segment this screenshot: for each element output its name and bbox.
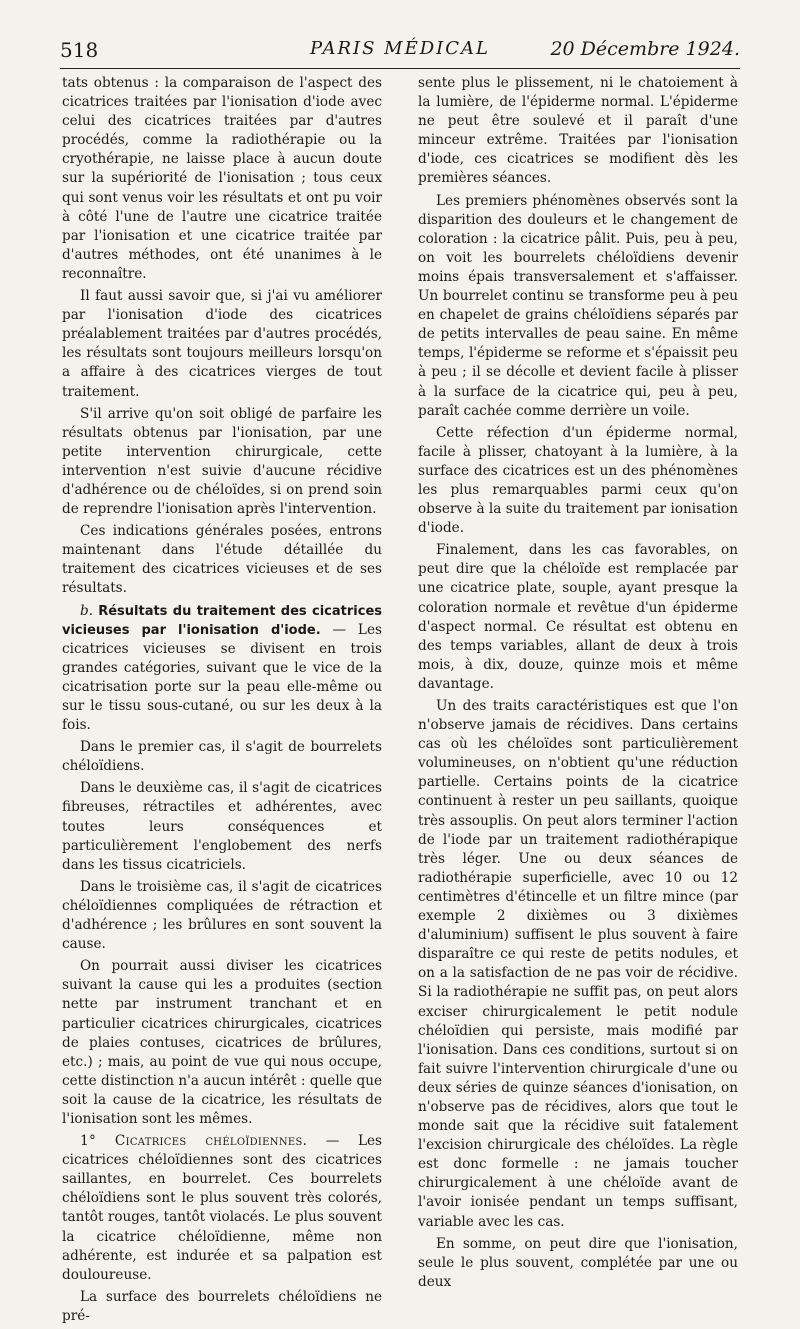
paragraph: Ces indications générales posées, entrons maintenant dans l'étude détaillée du traitement des cicatrices vicieuses et de ses résultats.: [62, 523, 382, 597]
paragraph: Cette réfection d'un épiderme normal, facile à plisser, chatoyant à la lumière, à la surface des cicatrices est un des phénomènes les plus remarquables parmi ceux qu'on observe à la suite du traitement par ionisation d'iode.: [418, 424, 738, 537]
issue-date: 20 Décembre 1924.: [550, 38, 740, 60]
paragraph-text: — Les cicatrices chéloïdiennes sont des cicatrices saillantes, en bourrelet. Ces bourrelets chéloïdiens sont le plus souvent très colorés, tantôt rouges, tantôt violacés. Le plus souvent la cicatrice chéloïdienne, même non adhérente, est indurée et sa palpation est douloureuse.: [62, 1133, 382, 1283]
paragraph: sente plus le plissement, ni le chatoiement à la lumière, de l'épiderme normal. L'épiderme ne peut être soulevé et il paraît d'une minceur extrême. Traitées par l'ionisation d'iode, ces cicatrices se modifient dès les premières séances.: [418, 75, 738, 187]
paragraph: Les premiers phénomènes observés sont la disparition des douleurs et le changement de coloration : la cicatrice pâlit. Puis, peu à peu, on voit les bourrelets chéloïdiens devenir moins épais transversalement et s'affaisser. Un bourrelet continu se transforme peu à peu en chapelet de grains chéloïdiens séparés par de petits intervalles de peau saine. En même temps, l'épiderme se reforme et s'épaissit peu à peu ; il se décolle et devient facile à plisser à la surface de la cicatrice qui, peu à peu, paraît cachée comme derrière un voile.: [418, 192, 738, 419]
section-heading: Résultats du traitement des cicatrices vicieuses par l'ionisation d'iode.: [62, 603, 382, 638]
paragraph-text: — Les cicatrices vicieuses se divisent en trois grandes catégories, suivant que le vice de la cicatrisation porte sur la peau elle-même ou sur le tissu sous-cutané, ou sur les deux à la fois.: [62, 621, 382, 734]
right-column: [418, 74, 738, 1295]
paragraph: En somme, on peut dire que l'ionisation, seule le plus souvent, complétée par une ou deux: [418, 1235, 738, 1290]
paragraph: Il faut aussi savoir que, si j'ai vu améliorer par l'ionisation d'iode des cicatrices préalablement traitées par d'autres procédés, les résultats sont toujours meilleurs lorsqu'on a affaire à des cicatrices vierges de tout traitement.: [62, 288, 382, 400]
paragraph: Dans le troisième cas, il s'agit de cicatrices chéloïdiennes compliquées de rétraction et d'adhérence ; les brûlures en sont souvent la cause.: [62, 878, 382, 953]
subsection-heading: 1° Cicatrices chéloïdiennes.: [80, 1133, 308, 1150]
paragraph: Dans le deuxième cas, il s'agit de cicatrices fibreuses, rétractiles et adhérentes, avec toutes leurs conséquences et particulièrement l'englobement des nerfs dans les tissus cicatriciels.: [62, 780, 382, 873]
paragraph: S'il arrive qu'on soit obligé de parfaire les résultats obtenus par l'ionisation, par une petite intervention chirurgicale, cette intervention n'est suivie d'aucune récidive d'adhérence ou de chéloïdes, si on prend soin de reprendre l'ionisation après l'intervention.: [62, 405, 382, 518]
left-column: [62, 74, 382, 1329]
page-number: 518: [60, 38, 99, 62]
paragraph: La surface des bourrelets chéloïdiens ne pré-: [62, 1288, 382, 1324]
paragraph: Un des traits caractéristiques est que l'on n'observe jamais de récidives. Dans certains cas où les chéloïdes sont particulièrement volumineuses, on n'obtient qu'une réduction partielle. Certains points de la cicatrice continuent à rester un peu saillants, quoique très assouplis. On peut alors terminer l'action de l'iode par un traitement radiothérapique très léger. Une ou deux séances de radiothérapie superficielle, avec 10 ou 12 centimètres d'étincelle et un filtre mince (par exemple 2 dixièmes ou 3 dixièmes d'aluminium) suffisent le plus souvent à faire disparaître ce qui reste de petits nodules, et on a la satisfaction de ne pas voir de récidive. Si la radiothérapie ne suffit pas, on peut alors exciser chirurgicalement le petit nodule chéloïdien qui persiste, mais modifié par l'ionisation. Dans ces conditions, surtout si on fait suivre l'intervention chirurgicale d'une ou deux séries de quinze séances d'ionisation, on n'observe pas de récidives, alors que tout le monde sait que la récidive suit fatalement l'excision chirurgicale des chéloïdes. La règle est donc formelle : ne jamais toucher chirurgicalement à une chéloïde avant de l'avoir ionisée pendant un temps suffisant, variable avec les cas.: [418, 698, 738, 1230]
paragraph: Dans le premier cas, il s'agit de bourrelets chéloïdiens.: [62, 739, 382, 775]
paragraph: Finalement, dans les cas favorables, on peut dire que la chéloïde est remplacée par une cicatrice plate, souple, ayant presque la coloration normale et revêtue d'un épiderme d'aspect normal. Ce résultat est obtenu en des temps variables, allant de deux à trois mois, à dix, douze, quinze mois et même davantage.: [418, 542, 738, 692]
paragraph: On pourrait aussi diviser les cicatrices suivant la cause qui les a produites (section nette par instrument tranchant et en particulier cicatrices chirurgicales, cicatrices de plaies contuses, cicatrices de brûlures, etc.) ; mais, au point de vue qui nous occupe, cette distinction n'a aucun intérêt : quelle que soit la cause de la cicatrice, les résultats de l'ionisation sont les mêmes.: [62, 958, 382, 1127]
page-header: [60, 36, 740, 69]
subsection-paragraph: [62, 1132, 382, 1285]
section-label: b.: [80, 602, 94, 619]
paragraph: tats obtenus : la comparaison de l'aspect des cicatrices traitées par l'ionisation d'iode avec celui des cicatrices traitées par d'autres procédés, comme la radiothérapie ou la cryothérapie, ne laisse place à aucun doute sur la supériorité de l'ionisation ; tous ceux qui sont venus voir les résultats et ont pu voir à côté l'une de l'autre une cicatrice traitée par l'ionisation et une cicatrice traitée par d'autres méthodes, ont été unanimes à le reconnaître.: [62, 75, 382, 282]
journal-title: PARIS MÉDICAL: [309, 38, 490, 59]
section-paragraph: [62, 602, 382, 736]
